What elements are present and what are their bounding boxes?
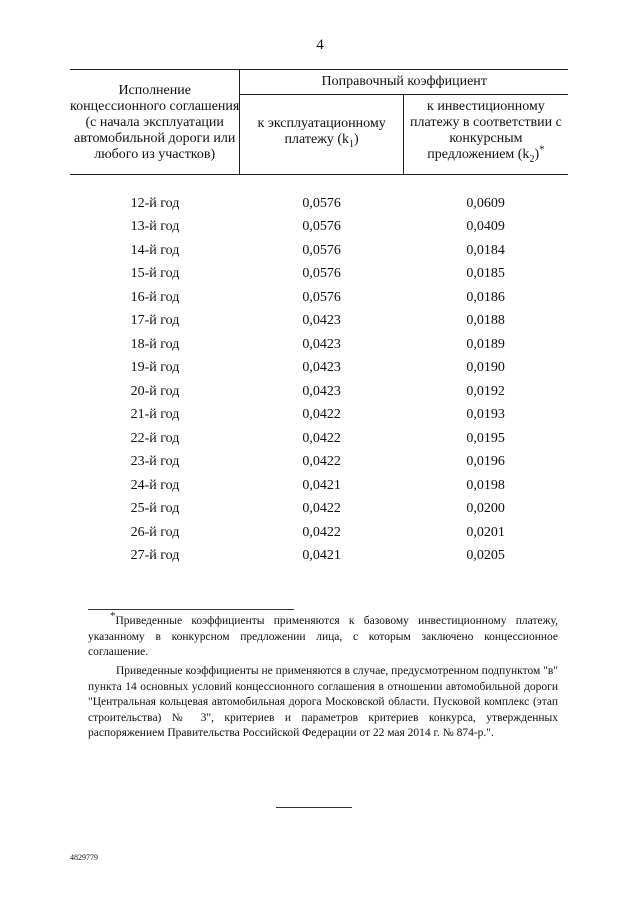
column-header-term: Исполнение концессионного соглашения (с начала эксплуатации автомобильной дороги или любого из участков) xyxy=(70,70,240,175)
k1-cell: 0,0422 xyxy=(302,454,341,470)
year-cell: 20-й год xyxy=(130,383,180,399)
k1-cell: 0,0576 xyxy=(302,266,341,282)
year-cell: 14-й год xyxy=(130,242,180,258)
year-cell: 15-й год xyxy=(130,266,180,282)
year-cell: 23-й год xyxy=(130,454,180,470)
table-row xyxy=(70,403,568,427)
k2-cell: 0,0192 xyxy=(466,383,505,399)
k1-cell: 0,0576 xyxy=(302,195,341,211)
k2-cell: 0,0409 xyxy=(466,219,505,235)
year-cell: 17-й год xyxy=(130,313,180,329)
table-row xyxy=(70,309,568,333)
k2-cell: 0,0201 xyxy=(466,524,505,540)
k2-cell: 0,0196 xyxy=(466,454,505,470)
year-cell: 16-й год xyxy=(130,289,180,305)
k1-cell: 0,0576 xyxy=(302,242,341,258)
column-header-k2 xyxy=(403,95,568,175)
document-id: 4829779 xyxy=(70,853,98,862)
year-cell: 12-й год xyxy=(130,195,180,211)
year-cell: 25-й год xyxy=(130,501,180,517)
coefficient-table xyxy=(70,69,568,568)
end-separator xyxy=(276,807,352,808)
k2-cell: 0,0200 xyxy=(466,501,505,517)
year-cell: 19-й год xyxy=(130,360,180,376)
year-cell: 24-й год xyxy=(130,477,180,493)
page-number: 4 xyxy=(316,37,324,53)
k1-cell: 0,0421 xyxy=(302,548,341,564)
table-row xyxy=(70,450,568,474)
k1-cell: 0,0423 xyxy=(302,383,341,399)
k2-cell: 0,0195 xyxy=(466,430,505,446)
table-row xyxy=(70,474,568,498)
k1-cell: 0,0423 xyxy=(302,360,341,376)
table-row xyxy=(70,497,568,521)
k2-cell: 0,0184 xyxy=(466,242,505,258)
table-row xyxy=(70,215,568,239)
table-row xyxy=(70,427,568,451)
k2-cell: 0,0188 xyxy=(466,313,505,329)
column-header-group: Поправочный коэффициент xyxy=(240,70,568,95)
year-cell: 13-й год xyxy=(130,219,180,235)
year-cell: 22-й год xyxy=(130,430,180,446)
k2-footnote-mark: * xyxy=(539,143,545,156)
k1-cell: 0,0422 xyxy=(302,501,341,517)
k1-cell: 0,0422 xyxy=(302,407,341,423)
table-row xyxy=(70,521,568,545)
k2-cell: 0,0198 xyxy=(466,477,505,493)
footnote-separator xyxy=(88,609,294,610)
k2-label: к инвестиционному платежу в соответствии с конкурсным предложением (k xyxy=(410,99,562,162)
k2-cell: 0,0185 xyxy=(466,266,505,282)
k1-cell: 0,0422 xyxy=(302,524,341,540)
k1-subscript: 1 xyxy=(349,138,355,150)
footnote-1-text: Приведенные коэффициенты применяются к базовому инвестиционному платежу, указанному в конкурсном предложении лица, с которым заключено концессионное соглашение. xyxy=(88,615,558,658)
k1-cell: 0,0423 xyxy=(302,313,341,329)
k1-cell: 0,0576 xyxy=(302,219,341,235)
year-cell: 26-й год xyxy=(130,524,180,540)
k2-close: ) xyxy=(534,147,540,162)
table-row xyxy=(70,380,568,404)
k2-cell: 0,0190 xyxy=(466,360,505,376)
k1-cell: 0,0423 xyxy=(302,336,341,352)
k2-cell: 0,0189 xyxy=(466,336,505,352)
table-row xyxy=(70,239,568,263)
year-cell: 18-й год xyxy=(130,336,180,352)
footnote-2: Приведенные коэффициенты не применяются в случае, предусмотренном подпунктом "в" пункта 14 основных условий концессионного соглашения в отношении автомобильной дороги "Центральная кольцевая автомобильная дорога Московской области. Пусковой комплекс (этап строительства) № 3", критериев и параметров критериев конкурса, утвержденных распоряжением Правительства Российской Федерации от 22 мая 2014 г. № 874-р.". xyxy=(88,665,558,739)
table-row xyxy=(70,333,568,357)
table-row xyxy=(70,544,568,568)
k1-cell: 0,0422 xyxy=(302,430,341,446)
k1-label: к эксплуатационному платежу (k xyxy=(257,116,386,147)
table-row xyxy=(70,174,568,215)
year-cell: 27-й год xyxy=(130,548,180,564)
k2-cell: 0,0205 xyxy=(466,548,505,564)
k1-cell: 0,0576 xyxy=(302,289,341,305)
k2-cell: 0,0193 xyxy=(466,407,505,423)
table-row xyxy=(70,286,568,310)
k2-cell: 0,0609 xyxy=(466,195,505,211)
k2-subscript: 2 xyxy=(529,153,535,165)
column-header-k1 xyxy=(240,95,403,175)
k2-cell: 0,0186 xyxy=(466,289,505,305)
k1-close: ) xyxy=(354,132,359,147)
footnote-mark: * xyxy=(110,610,116,623)
footnote-1 xyxy=(88,610,558,661)
table-row xyxy=(70,356,568,380)
k1-cell: 0,0421 xyxy=(302,477,341,493)
table-row xyxy=(70,262,568,286)
year-cell: 21-й год xyxy=(130,407,180,423)
